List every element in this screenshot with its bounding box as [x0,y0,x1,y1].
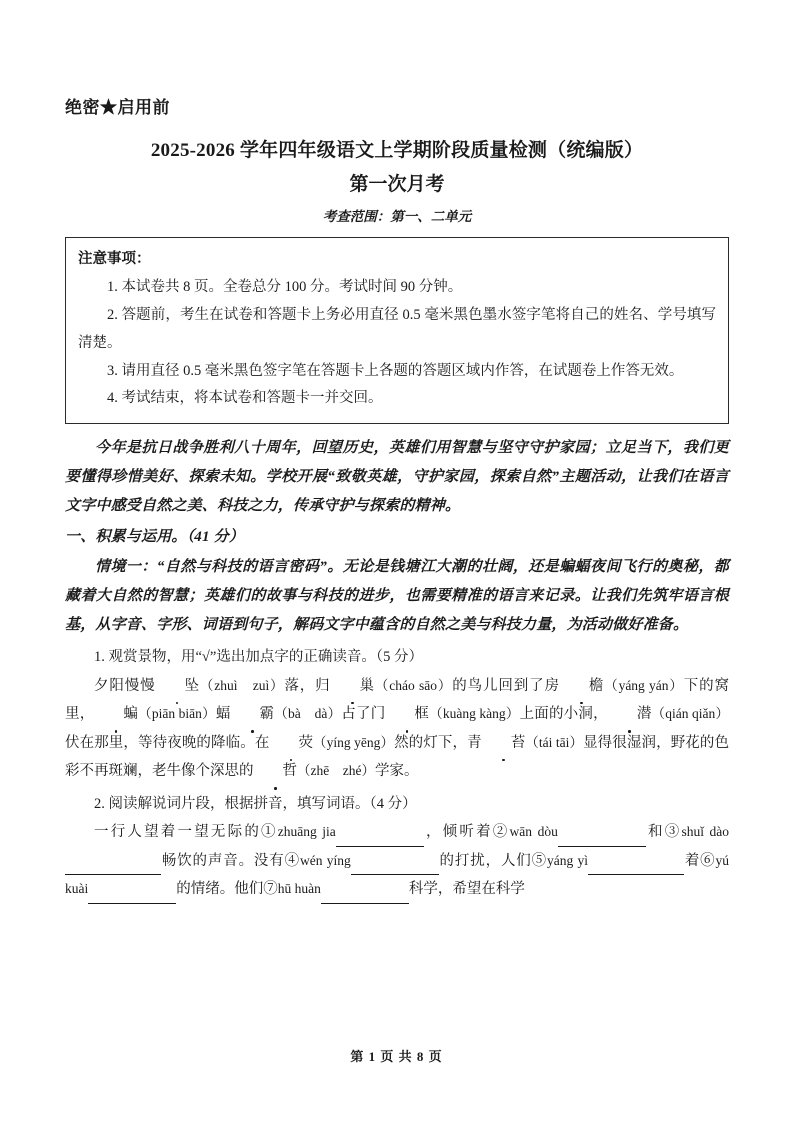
pinyin-choice[interactable]: （tái tāi） [525,734,584,750]
pinyin-choice[interactable]: （kuàng kàng） [428,706,520,722]
answer-blank[interactable] [88,889,176,904]
pinyin-hint: wén yíng [299,852,351,868]
question-1-stem: 1. 观赏景物，用“√”选出加点字的正确读音。（5 分） [94,649,423,666]
pinyin-choice[interactable]: （bà dà） [274,706,342,722]
pinyin-hint: shuǐ dào [681,824,730,840]
dotted-character: 荧 [269,729,313,758]
dotted-character: 蝙 [94,700,138,729]
question-1-body: 夕阳慢慢 坠（zhuì zuì）落，归 巢（cháo sāo）的鸟儿回到了房 檐（yáng yán）下的窝里， 蝙（piān biān）蝠 霸（bà dà）占了门 框（kuàng kàng）上面的小洞， 潜（qián qiǎn）伏在那里，等待夜晚的降临。在 荧（yíng yēng）然的灯下，青 苔（tái tāi）显得很湿润，野花的色彩不再斑斓，老牛像个深思的 哲（zhē zhé）学家。 [65,672,729,786]
page-content [65,95,729,904]
pinyin-choice[interactable]: （cháo sāo） [374,677,453,693]
dotted-character: 霸 [231,700,275,729]
dotted-character: 哲 [254,757,298,786]
notice-box [65,237,729,424]
page-footer: 第 1 页 共 8 页 [350,1049,443,1064]
answer-blank[interactable] [558,832,646,847]
dotted-character: 巢 [331,672,375,701]
pinyin-choice[interactable]: （qián qiǎn） [651,706,730,722]
pinyin-choice[interactable]: （zhē zhé） [297,763,375,779]
pinyin-hint: yáng yì [547,852,588,868]
notice-title: 注意事项： [78,251,151,268]
situation-paragraph: 情境一：“自然与科技的语言密码”。无论是钱塘江大潮的壮阔，还是蝙蝠夜间飞行的奥秘，都藏着大自然的智慧；英雄们的故事与科技的进步，也需要精准的语言来记录。让我们先筑牢语言根基，从字音、字形、词语到句子，解码文字中蕴含的自然之美与科技力量，为活动做好准备。 [65,559,729,633]
dotted-character: 坠 [155,672,199,701]
dotted-character: 苔 [482,729,526,758]
answer-blank[interactable] [351,861,439,876]
page-title: 2025-2026 学年四年级语文上学期阶段质量检测（统编版） [150,139,644,161]
dotted-character: 檐 [560,672,604,701]
notice-item: 1. 本试卷共 8 页。全卷总分 100 分。考试时间 90 分钟。 [107,279,463,296]
secret-label: 绝密★启用前 [65,98,170,117]
pinyin-hint: zhuāng jia [277,824,336,840]
pinyin-choice[interactable]: （zhuì zuì） [198,677,285,693]
answer-blank[interactable] [65,861,161,876]
answer-blank[interactable] [321,889,409,904]
pinyin-hint: hū huàn [277,881,321,897]
exam-scope: 考查范围：第一、二单元 [322,208,472,224]
exam-subtitle: 第一次月考 [349,173,445,195]
pinyin-choice[interactable]: （yáng yán） [603,677,684,693]
notice-item: 3. 请用直径 0.5 毫米黑色签字笔在答题卡上各题的答题区域内作答，在试题卷上作答无效。 [107,362,684,379]
dotted-character: 潜 [608,700,652,729]
notice-item: 2. 答题前，考生在试卷和答题卡上务必用直径 0.5 毫米黑色墨水签字笔将自己的姓名、学号填写清楚。 [78,306,716,351]
intro-paragraph: 今年是抗日战争胜利八十周年，回望历史，英雄们用智慧与坚守守护家园；立足当下，我们更要懂得珍惜美好、探索未知。学校开展“致敬英雄，守护家园，探索自然”主题活动，让我们在语言文字中感受自然之美、科技之力，传承守护与探索的精神。 [65,440,729,514]
pinyin-hint: yú kuài [65,852,730,897]
pinyin-choice[interactable]: （piān biān） [137,706,216,722]
notice-item: 4. 考试结束，将本试卷和答题卡一并交回。 [107,390,383,407]
answer-blank[interactable] [588,861,684,876]
question-2-stem: 2. 阅读解说词片段，根据拼音，填写词语。（4 分） [94,795,417,812]
dotted-character: 框 [385,700,429,729]
pinyin-choice[interactable]: （yíng yēng） [312,734,395,750]
pinyin-hint: wān dòu [509,824,558,840]
section-heading-one: 一、积累与运用。（41 分） [65,528,245,545]
question-2-body: 一行人望着一望无际的①zhuāng jia ，倾听着②wān dòu 和③shuǐ dào畅饮的声音。没有④wén yíng 的打扰，人们⑤yáng yì 着⑥yú kuài 的情绪。他们⑦hū huàn 科学，希望在科学 [65,818,729,904]
answer-blank[interactable] [336,832,424,847]
